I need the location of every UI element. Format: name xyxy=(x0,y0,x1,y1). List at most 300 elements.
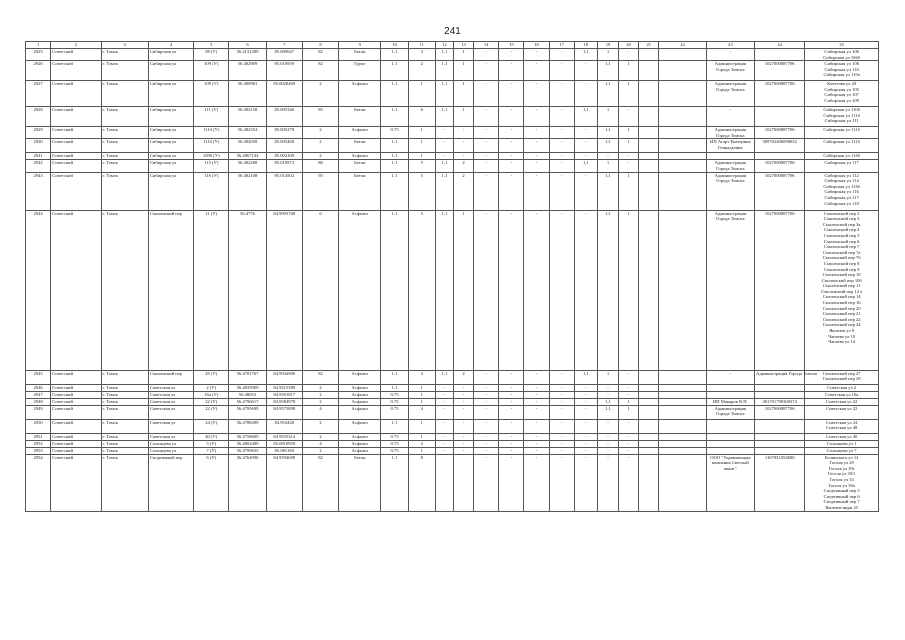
table-cell: - xyxy=(474,160,499,172)
served-address: Смоленский пер 3 xyxy=(823,216,860,222)
table-cell: 2 xyxy=(302,447,338,454)
table-cell: - xyxy=(597,384,618,391)
table-cell xyxy=(639,405,659,419)
table-cell: - xyxy=(499,419,524,433)
table-cell xyxy=(639,370,659,384)
table-cell: 95 xyxy=(302,172,338,210)
table-cell: Асфальт xyxy=(339,210,381,370)
column-number: 23 xyxy=(706,42,754,49)
table-cell: Советский xyxy=(51,454,101,511)
table-cell: 1.1 xyxy=(381,370,408,384)
served-address: Советская ул 40 xyxy=(826,433,858,439)
table-cell: Советский xyxy=(51,139,101,153)
table-cell: 1 xyxy=(453,61,473,81)
address-list-cell xyxy=(805,447,879,454)
column-number: 7 xyxy=(266,42,302,49)
table-cell: г. Томск xyxy=(101,384,148,391)
table-cell: - xyxy=(597,433,618,440)
table-cell xyxy=(639,127,659,139)
table-cell: г. Томск xyxy=(101,454,148,511)
table-cell: 56.482158 xyxy=(229,107,266,127)
table-cell: 6 xyxy=(408,107,435,127)
address-list-cell xyxy=(805,153,879,160)
table-cell: 4 xyxy=(302,440,338,447)
table-cell: - xyxy=(474,384,499,391)
table-cell xyxy=(659,139,706,153)
table-cell: 82 xyxy=(302,49,338,61)
table-cell: 0.75 xyxy=(381,127,408,139)
table-cell: - xyxy=(619,107,639,127)
served-address: Кочетова ул 20 xyxy=(827,81,857,87)
table-cell: 2954 xyxy=(26,454,51,511)
table-cell: - xyxy=(549,447,574,454)
table-cell: - xyxy=(574,81,597,107)
owner-cell: - xyxy=(706,370,754,384)
table-cell: 1,1 xyxy=(435,61,453,81)
owner-cell xyxy=(706,433,754,440)
table-cell xyxy=(639,172,659,210)
table-cell: - xyxy=(524,172,549,210)
table-cell: 56.4788499 xyxy=(229,419,266,433)
served-address: Гоголя ул 39г xyxy=(828,465,855,471)
table-cell: - xyxy=(549,139,574,153)
table-cell: 85.0810959 xyxy=(266,440,302,447)
table-cell: Советская ул xyxy=(148,433,193,440)
table-cell: - xyxy=(524,419,549,433)
served-address: Сибирская ул 118 xyxy=(824,200,859,206)
table-cell: Советская ул xyxy=(148,391,193,398)
table-cell: 2927 xyxy=(26,81,51,107)
table-cell: 56.4804489 xyxy=(229,440,266,447)
table-cell: Советский xyxy=(51,107,101,127)
table-cell: Советский xyxy=(51,398,101,405)
table-cell: - xyxy=(619,384,639,391)
page-number: 241 xyxy=(444,26,461,37)
table-cell xyxy=(639,433,659,440)
served-address: Гоголя ул 29 xyxy=(829,460,854,466)
table-cell: - xyxy=(549,107,574,127)
table-cell: 1,1 xyxy=(597,81,618,107)
table-cell: - xyxy=(524,153,549,160)
table-cell: - xyxy=(524,160,549,172)
table-cell: 0.75 xyxy=(381,433,408,440)
table-cell: - xyxy=(435,405,453,419)
table-cell: 2 xyxy=(453,160,473,172)
table-cell: 8 xyxy=(408,454,435,511)
table-cell: 82 xyxy=(302,370,338,384)
table-cell: - xyxy=(453,405,473,419)
table-cell: 5 xyxy=(408,172,435,210)
table-cell: 2 xyxy=(302,419,338,433)
table-cell: - xyxy=(474,447,499,454)
table-cell xyxy=(639,210,659,370)
table-cell: 1,1 xyxy=(597,139,618,153)
owner-cell: - xyxy=(706,49,754,61)
table-cell: 1 xyxy=(619,405,639,419)
ogrn-cell: 1027000887706 xyxy=(755,127,805,139)
table-cell: 0.75 xyxy=(381,447,408,454)
table-cell: 2950 xyxy=(26,419,51,433)
table-cell: 1,1 xyxy=(597,61,618,81)
ogrn-cell: 1027000887706 xyxy=(755,61,805,81)
table-cell: - xyxy=(549,391,574,398)
owner-cell: ИП Агарт Екатерина Геннадьевна xyxy=(706,139,754,153)
table-cell: Асфальт xyxy=(339,391,381,398)
table-cell: Асфальт xyxy=(339,127,381,139)
address-list-cell xyxy=(805,433,879,440)
table-cell: 111б (У) xyxy=(194,139,229,153)
table-cell: - xyxy=(549,81,574,107)
table-cell: 56.4131289 xyxy=(229,49,266,61)
column-number: 22 xyxy=(659,42,706,49)
table-cell xyxy=(659,153,706,160)
table-cell: 1.1 xyxy=(381,153,408,160)
ogrn-cell xyxy=(755,153,805,160)
table-cell: - xyxy=(453,398,473,405)
table-cell: 0.75 xyxy=(381,405,408,419)
table-cell: 5 xyxy=(408,160,435,172)
table-cell: - xyxy=(499,61,524,81)
table-cell: Сибирская ул xyxy=(148,160,193,172)
table-cell: 2953 xyxy=(26,447,51,454)
table-cell: 1 xyxy=(619,81,639,107)
table-cell: - xyxy=(435,398,453,405)
table-cell: - xyxy=(549,160,574,172)
address-list-cell xyxy=(805,172,879,210)
ogrn-cell xyxy=(755,419,805,433)
served-address: Сибирская ул 110 xyxy=(824,66,859,72)
table-row xyxy=(26,49,879,61)
served-address: Смоленский пер 2 xyxy=(823,210,860,216)
table-cell: - xyxy=(574,398,597,405)
table-cell: Асфальт xyxy=(339,370,381,384)
served-address: Сибирская ул 117 xyxy=(824,160,859,166)
table-cell: - xyxy=(549,153,574,160)
table-cell: - xyxy=(499,81,524,107)
table-cell: Советский xyxy=(51,49,101,61)
table-cell: 2948 xyxy=(26,398,51,405)
address-list-cell xyxy=(805,107,879,127)
table-cell: 1.1 xyxy=(381,107,408,127)
table-cell: 3 xyxy=(408,49,435,61)
served-address: Сибирская ул 114 xyxy=(824,178,859,184)
address-list-cell xyxy=(805,49,879,61)
table-cell: - xyxy=(499,172,524,210)
table-cell: Советский xyxy=(51,391,101,398)
table-cell: 56.4776 xyxy=(229,210,266,370)
table-cell: 1 xyxy=(408,433,435,440)
table-cell: г. Томск xyxy=(101,172,148,210)
table-cell: Советский xyxy=(51,210,101,370)
served-address: Смоленский пер 9 xyxy=(823,266,860,272)
table-cell: 56.482058 xyxy=(229,139,266,153)
table-cell: 1 xyxy=(453,210,473,370)
table-cell: 111 (У) xyxy=(194,107,229,127)
served-address: Смоленский пер 29 xyxy=(822,376,861,382)
table-cell: Асфальт xyxy=(339,384,381,391)
table-cell: - xyxy=(499,454,524,511)
column-number: 20 xyxy=(619,42,639,49)
table-cell: г. Томск xyxy=(101,160,148,172)
table-cell: - xyxy=(619,440,639,447)
table-cell: - xyxy=(474,398,499,405)
table-cell: Советская ул xyxy=(148,398,193,405)
address-list-cell xyxy=(805,419,879,433)
table-cell: - xyxy=(435,433,453,440)
served-address: Сибирская ул 106б xyxy=(823,54,861,60)
table-cell: - xyxy=(524,384,549,391)
table-cell: - xyxy=(499,440,524,447)
owner-cell xyxy=(706,153,754,160)
served-address: Сибирская ул 108 xyxy=(824,61,859,67)
table-cell: - xyxy=(619,391,639,398)
served-address: Сибирская ул 110б xyxy=(823,107,861,113)
table-cell: Сибирская ул xyxy=(148,49,193,61)
address-list-cell xyxy=(805,210,879,370)
table-cell: 56.482354 xyxy=(229,127,266,139)
served-address: Сольнцева ул 1 xyxy=(826,440,857,446)
table-cell: Бетон xyxy=(339,160,381,172)
table-cell: 2930 xyxy=(26,139,51,153)
table-cell: 1.1 xyxy=(381,384,408,391)
table-cell: 84.9584978 xyxy=(266,398,302,405)
table-cell: 56.4764996 xyxy=(229,454,266,511)
owner-cell xyxy=(706,440,754,447)
table-cell: 1,1 xyxy=(597,172,618,210)
table-cell xyxy=(453,454,473,511)
table-cell: 86 xyxy=(302,160,338,172)
table-cell: 1 xyxy=(453,81,473,107)
table-cell: 6 (У) xyxy=(194,454,229,511)
table-cell: - xyxy=(524,81,549,107)
table-cell: 85.014502 xyxy=(266,172,302,210)
table-cell: - xyxy=(597,440,618,447)
table-cell: Асфальт xyxy=(339,447,381,454)
table-cell: - xyxy=(499,210,524,370)
table-cell: - xyxy=(435,384,453,391)
table-cell: Бетон xyxy=(339,454,381,511)
table-cell: 85 xyxy=(302,107,338,127)
column-number-row xyxy=(26,42,879,49)
served-address: Гоголя ул 39/1 xyxy=(827,471,856,477)
table-cell: 1,1 xyxy=(574,370,597,384)
table-cell: 85.009047 xyxy=(266,49,302,61)
table-cell xyxy=(639,139,659,153)
column-number: 2 xyxy=(51,42,101,49)
table-cell: Сибирская ул xyxy=(148,172,193,210)
column-number: 18 xyxy=(574,42,597,49)
served-address: Смоленский пер 6 xyxy=(823,238,860,244)
table-cell: - xyxy=(453,384,473,391)
table-cell: - xyxy=(574,384,597,391)
table-cell: 40 (У) xyxy=(194,433,229,440)
column-number: 12 xyxy=(435,42,453,49)
table-cell: 84.9535314 xyxy=(266,433,302,440)
address-list-cell xyxy=(805,61,879,81)
table-cell: 7 (У) xyxy=(194,447,229,454)
served-address: Смоленский пер 20 xyxy=(822,305,861,311)
column-number: 10 xyxy=(381,42,408,49)
served-address: Смоленский пер 12 а xyxy=(821,288,863,294)
table-cell xyxy=(639,440,659,447)
table-cell: 0.75 xyxy=(381,440,408,447)
table-cell: - xyxy=(499,127,524,139)
table-cell: - xyxy=(474,210,499,370)
table-cell: 1,1 xyxy=(574,160,597,172)
table-cell: Сибирская ул xyxy=(148,107,193,127)
table-cell: 1 xyxy=(597,160,618,172)
table-row xyxy=(26,370,879,384)
table-cell: г. Томск xyxy=(101,405,148,419)
table-cell: 84.9515389 xyxy=(266,384,302,391)
table-cell: г. Томск xyxy=(101,370,148,384)
owner-cell: Администрация Города Томска xyxy=(706,172,754,210)
ogrn-cell xyxy=(755,433,805,440)
table-cell: - xyxy=(499,405,524,419)
table-cell: - xyxy=(574,419,597,433)
table-cell: 84.953428 xyxy=(266,419,302,433)
address-list-cell xyxy=(805,398,879,405)
table-row xyxy=(26,127,879,139)
table-cell: - xyxy=(499,384,524,391)
table-cell: 1 xyxy=(408,447,435,454)
table-row xyxy=(26,160,879,172)
table-cell: 56.480981 xyxy=(229,81,266,107)
column-number: 8 xyxy=(302,42,338,49)
table-cell: - xyxy=(549,49,574,61)
served-address: Сибирская ул 117 xyxy=(824,194,859,200)
column-number: 5 xyxy=(194,42,229,49)
owner-cell: ООО "Управляющая компания Светлый квант" xyxy=(706,454,754,511)
served-address: Сибирская ул 106 xyxy=(824,49,859,54)
table-cell xyxy=(639,447,659,454)
table-cell: Сибирская ул xyxy=(148,81,193,107)
table-cell: - xyxy=(524,49,549,61)
table-cell: Советский xyxy=(51,172,101,210)
table-cell: Сибирская ул xyxy=(148,139,193,153)
table-cell: - xyxy=(619,454,639,511)
column-number: 15 xyxy=(499,42,524,49)
table-cell xyxy=(639,160,659,172)
table-cell: г. Томск xyxy=(101,433,148,440)
table-cell: г. Томск xyxy=(101,49,148,61)
table-cell: - xyxy=(549,419,574,433)
address-list-cell xyxy=(805,81,879,107)
table-cell: 2 xyxy=(453,370,473,384)
owner-cell: Администрация Города Томска xyxy=(706,160,754,172)
table-cell: Советский xyxy=(51,81,101,107)
table-cell: Спортивный пер xyxy=(148,454,193,511)
table-cell xyxy=(659,440,706,447)
served-address: Яковлев мкрн 25 xyxy=(825,504,859,510)
table-cell: 2943 xyxy=(26,172,51,210)
table-cell: 111б (У) xyxy=(194,127,229,139)
served-address: Смоленский пер 10 xyxy=(822,272,861,278)
table-cell: 1 xyxy=(408,398,435,405)
table-cell: - xyxy=(574,454,597,511)
served-address: Чапаева ул 14 xyxy=(828,339,856,345)
owner-cell xyxy=(706,447,754,454)
table-cell: г. Томск xyxy=(101,210,148,370)
table-cell: - xyxy=(474,127,499,139)
table-cell: - xyxy=(597,153,618,160)
table-cell: - xyxy=(574,153,597,160)
table-cell: - xyxy=(474,49,499,61)
table-cell: - xyxy=(499,153,524,160)
address-list-cell xyxy=(805,454,879,511)
table-cell: - xyxy=(574,61,597,81)
address-list-cell xyxy=(805,405,879,419)
ogrn-cell: 1167031054680 xyxy=(755,454,805,511)
table-row xyxy=(26,433,879,440)
table-cell: - xyxy=(619,160,639,172)
table-cell: - xyxy=(524,440,549,447)
table-cell: г. Томск xyxy=(101,419,148,433)
table-cell xyxy=(639,384,659,391)
address-list-cell xyxy=(805,139,879,153)
table-cell: г. Томск xyxy=(101,440,148,447)
column-number: 19 xyxy=(597,42,618,49)
table-cell: - xyxy=(574,440,597,447)
table-cell xyxy=(639,419,659,433)
table-cell: 56.482909 xyxy=(229,61,266,81)
table-cell xyxy=(659,391,706,398)
table-cell: 2951 xyxy=(26,433,51,440)
table-cell: - xyxy=(597,419,618,433)
table-cell: - xyxy=(574,172,597,210)
table-cell: - xyxy=(474,172,499,210)
column-number: 6 xyxy=(229,42,266,49)
table-cell xyxy=(659,210,706,370)
table-cell: 56.4799655 xyxy=(229,447,266,454)
table-cell: 2944 xyxy=(26,210,51,370)
table-cell: 1 xyxy=(453,49,473,61)
served-address: Сибирская ул 116 xyxy=(824,189,859,195)
table-cell: - xyxy=(474,107,499,127)
table-cell: 56.4835909 xyxy=(229,384,266,391)
table-cell: 1.1 xyxy=(381,49,408,61)
table-cell: Асфальт xyxy=(339,405,381,419)
served-address: Советская ул 22 xyxy=(826,398,858,404)
table-cell: 1 xyxy=(408,81,435,107)
table-cell: - xyxy=(435,419,453,433)
table-cell: 1,1 xyxy=(574,107,597,127)
table-cell: 1 xyxy=(408,384,435,391)
column-number: 3 xyxy=(101,42,148,49)
table-cell: 109 (У) xyxy=(194,61,229,81)
served-address: Смоленский пер 10б xyxy=(821,277,862,283)
table-cell: - xyxy=(499,391,524,398)
served-address: Советская ул 22 xyxy=(826,405,858,411)
table-cell: 1,1 xyxy=(435,49,453,61)
table-cell xyxy=(639,107,659,127)
table-cell: 56.482108 xyxy=(229,172,266,210)
table-cell xyxy=(659,81,706,107)
table-cell: 56.4758609 xyxy=(229,433,266,440)
address-list-cell xyxy=(805,127,879,139)
table-cell: 2 xyxy=(302,139,338,153)
table-row xyxy=(26,447,879,454)
table-cell: 1.1 xyxy=(381,139,408,153)
table-cell: - xyxy=(453,127,473,139)
table-cell: 1 xyxy=(597,370,618,384)
table-cell: 1,1 xyxy=(597,405,618,419)
owner-cell: Администрация Города Томска xyxy=(706,61,754,81)
ogrn-cell: 1027000887706 xyxy=(755,210,805,370)
table-cell: - xyxy=(453,139,473,153)
table-cell: - xyxy=(549,172,574,210)
table-cell: - xyxy=(435,391,453,398)
